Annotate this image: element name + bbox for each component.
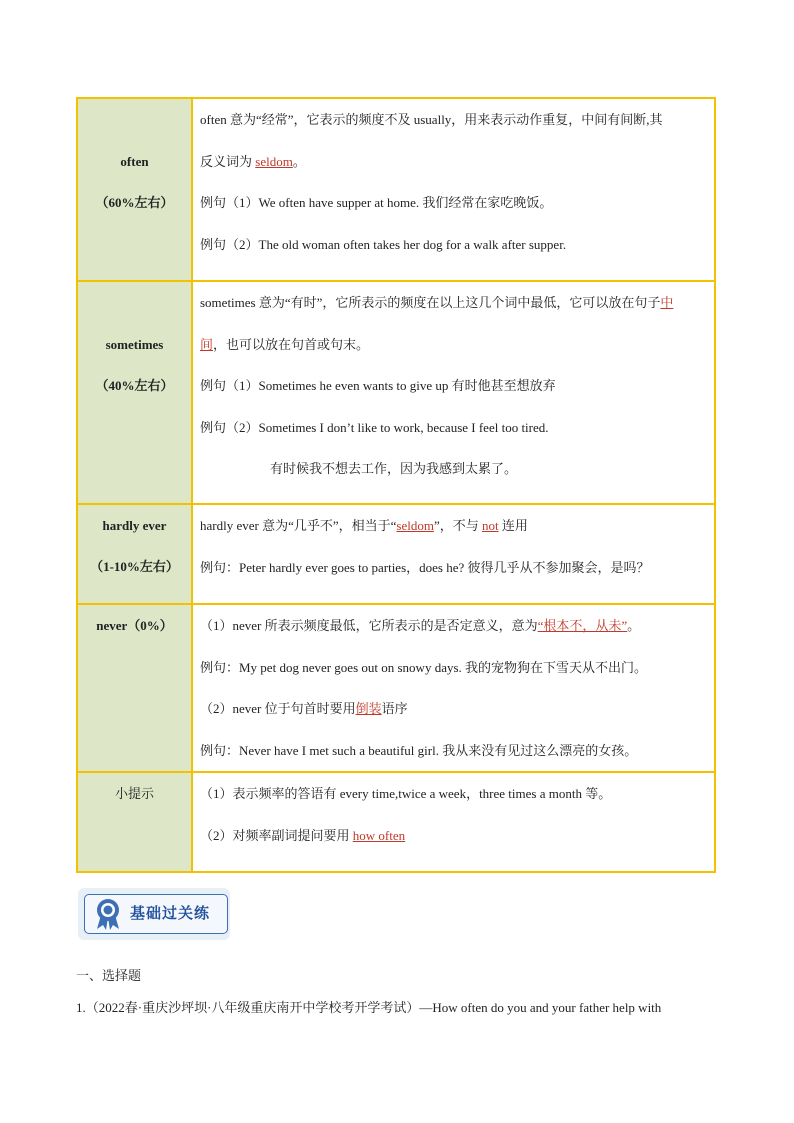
row-label-text: （60%左右） [95,195,174,210]
award-ribbon-icon [90,897,126,931]
content-line [200,182,714,224]
table-row [77,98,715,281]
content-line [200,605,714,647]
content-line [200,773,714,815]
content-line [200,141,714,183]
row-label-text: never（0%） [96,618,173,633]
content-line [200,365,714,407]
answer-highlight: not [481,518,499,533]
row-label-text: （1-10%左右） [90,559,179,574]
row-label [77,98,192,281]
row-label-text: 小提示 [114,786,154,802]
text-run: 反义词为 [200,153,256,169]
answer-highlight: 中 [660,295,674,310]
text-run: ”，不与 [433,518,482,533]
row-label-text: hardly ever [102,518,167,533]
content-line [200,407,714,449]
content-line [200,324,714,366]
content-line [200,547,714,589]
content-line [200,448,714,490]
text-run: 语序 [381,701,408,717]
text-run: 连用 [498,518,528,533]
answer-highlight: seldom [396,518,434,533]
table-row [77,281,715,504]
row-label-text: （40%左右） [95,378,174,393]
text-run: （2）对频率副词提问要用 [200,827,353,843]
answer-highlight: 间 [200,336,214,352]
text-run: （1）never 所表示频度最低，它所表示的是否定意义，意为 [200,618,538,633]
row-label [77,504,192,604]
text-run: ，也可以放在句首或句末。 [213,336,370,352]
row-content [192,504,715,604]
row-label-text: sometimes [105,337,164,352]
text-run: 例句（1）Sometimes he even wants to give up 有时他甚至想放弃 [200,378,556,394]
content-line [200,815,714,857]
section-badge [78,888,230,940]
answer-highlight: seldom [255,153,293,169]
question-1: 1.（2022春·重庆沙坪坝·八年级重庆南开中学校考开学考试）—How often do you and your father help with [76,1000,662,1015]
text-run: 例句（2）Sometimes I don’t like to work, because I feel too tired. [200,419,549,435]
text-run: 例句：Peter hardly ever goes to parties，does he? 彼得几乎从不参加聚会，是吗？ [200,559,650,575]
answer-highlight: “根本不，从未” [537,618,628,633]
text-run: 例句（1）We often have supper at home. 我们经常在家吃晚饭。 [200,195,553,211]
text-run: 例句（2）The old woman often takes her dog for a walk after supper. [200,236,567,252]
badge-title: 基础过关练 [130,904,211,922]
text-run: 例句：My pet dog never goes out on snowy days. 我的宠物狗在下雪天从不出门。 [200,659,648,675]
content-line [200,688,714,730]
content-line [200,224,714,266]
content-line [200,730,714,772]
content-line [200,99,714,141]
answer-highlight: how often [352,827,406,843]
row-label-text: often [120,154,149,169]
row-content [192,281,715,504]
text-run: hardly ever 意为“几乎不”，相当于“ [200,518,397,533]
row-label [77,772,192,872]
row-content [192,772,715,872]
table-row [77,772,715,872]
text-run: 。 [627,618,641,633]
row-content [192,604,715,772]
answer-highlight: 倒装 [355,701,382,717]
text-run: often 意为“经常”，它表示的频度不及 usually，用来表示动作重复，中间有间断,其 [200,112,663,127]
text-run: （2）never 位于句首时要用 [200,701,356,717]
frequency-adverb-table [76,97,716,873]
translation-text: 有时候我不想去工作，因为我感到太累了。 [270,461,518,477]
text-run: （1）表示频率的答语有 every time,twice a week，three times a month 等。 [200,786,612,802]
text-run: sometimes 意为“有时”，它所表示的频度在以上这几个词中最低，它可以放在句子 [200,295,661,310]
row-content [192,98,715,281]
text-run: 例句：Never have I met such a beautiful girl. 我从来没有见过这么漂亮的女孩。 [200,742,638,758]
content-line [200,282,714,324]
table-row [77,504,715,604]
section-title: 一、选择题 [76,968,142,983]
row-label [77,604,192,772]
row-label [77,281,192,504]
content-line [200,505,714,547]
content-line [200,647,714,689]
text-run: 。 [292,153,306,169]
table-row [77,604,715,772]
